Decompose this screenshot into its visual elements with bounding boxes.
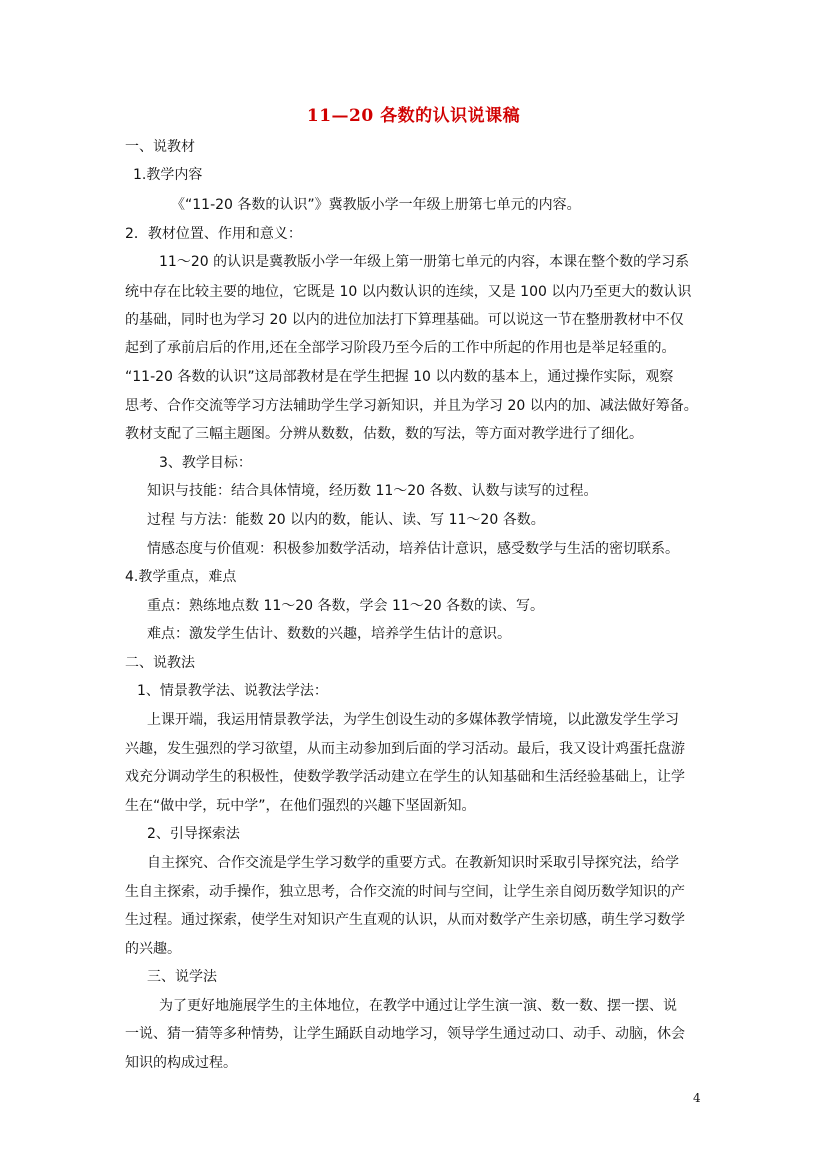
section-heading-learning-methods: 三、说学法: [147, 969, 217, 985]
subheading-teaching-goals: 3、教学目标：: [159, 455, 252, 471]
paragraph-line: 为了更好地施展学生的主体地位，在教学中通过让学生演一演、数一数、摆一摆、说: [159, 998, 677, 1014]
document-title: 11—20 各数的认识说课稿: [306, 106, 521, 126]
paragraph-line: 自主探究、合作交流是学生学习数学的重要方式。在教新知识时采取引导探究法，给学: [147, 855, 679, 871]
paragraph-line: 生在“做中学，玩中学”，在他们强烈的兴趣下坚固新知。: [125, 798, 476, 814]
subheading-key-points: 4.教学重点，难点: [125, 569, 237, 585]
paragraph-line: 生自主探索，动手操作，独立思考，合作交流的时间与空间，让学生亲自阅历数学知识的产: [125, 884, 685, 900]
section-heading-textbook: 一、说教材: [125, 139, 195, 155]
paragraph-line: 兴趣，发生强烈的学习欲望，从而主动参加到后面的学习活动。最后，我又设计鸡蛋托盘游: [125, 741, 685, 757]
paragraph-line: 戏充分调动学生的积极性，使数学教学活动建立在学生的认知基础和生活经验基础上，让学: [125, 769, 685, 785]
subheading-teaching-content: 1.教学内容: [133, 167, 203, 183]
section-heading-teaching-methods: 二、说教法: [125, 655, 195, 671]
paragraph-line: 11～20 的认识是冀教版小学一年级上第一册第七单元的内容，本课在整个数的学习系: [159, 254, 690, 270]
paragraph-line: 情感态度与价值观：积极参加数学活动，培养估计意识，感受数学与生活的密切联系。: [147, 541, 679, 557]
paragraph-line: 难点：激发学生估计、数数的兴趣，培养学生估计的意识。: [147, 626, 511, 642]
subheading-guided-exploration: 2、引导探索法: [147, 826, 240, 842]
paragraph-line: 上课开端，我运用情景教学法，为学生创设生动的多媒体教学情境，以此激发学生学习: [147, 712, 679, 728]
paragraph-line: 思考、合作交流等学习方法辅助学生学习新知识，并且为学习 20 以内的加、减法做好筹备。: [125, 398, 698, 414]
paragraph-line: 知识的构成过程。: [125, 1055, 237, 1071]
paragraph-line: 过程 与方法：能数 20 以内的数，能认、读、写 11～20 各数。: [147, 512, 545, 528]
page-number: 4: [693, 1091, 701, 1105]
paragraph-line: 一说、猜一猜等多种情势，让学生踊跃自动地学习，领导学生通过动口、动手、动脑，休会: [125, 1026, 685, 1042]
paragraph-line: 重点：熟练地点数 11～20 各数，学会 11～20 各数的读、写。: [147, 598, 545, 614]
paragraph-line: 的兴趣。: [125, 941, 181, 957]
paragraph-line: 教材支配了三幅主题图。分辨从数数，估数，数的写法，等方面对教学进行了细化。: [125, 426, 643, 442]
paragraph-line: 的基础，同时也为学习 20 以内的进位加法打下算理基础。可以说这一节在整册教材中不仅: [125, 312, 684, 328]
paragraph-line: “11-20 各数的认识”这局部教材是在学生把握 10 以内数的基本上，通过操作实际，观察: [125, 369, 674, 385]
paragraph-line: 《“11-20 各数的认识”》冀教版小学一年级上册第七单元的内容。: [171, 197, 581, 213]
paragraph-line: 统中存在比较主要的地位，它既是 10 以内数认识的连续，又是 100 以内乃至更大的数认识: [125, 284, 692, 300]
paragraph-line: 起到了承前启后的作用,还在全部学习阶段乃至今后的工作中所起的作用也是举足轻重的。: [125, 340, 676, 356]
subheading-textbook-position: 2．教材位置、作用和意义：: [125, 226, 302, 242]
paragraph-line: 知识与技能：结合具体情境，经历数 11～20 各数、认数与读写的过程。: [147, 483, 598, 499]
paragraph-line: 生过程。通过探索，使学生对知识产生直观的认识，从而对数学产生亲切感，萌生学习数学: [125, 912, 685, 928]
subheading-situational-method: 1、情景教学法、说教法学法：: [137, 683, 328, 699]
